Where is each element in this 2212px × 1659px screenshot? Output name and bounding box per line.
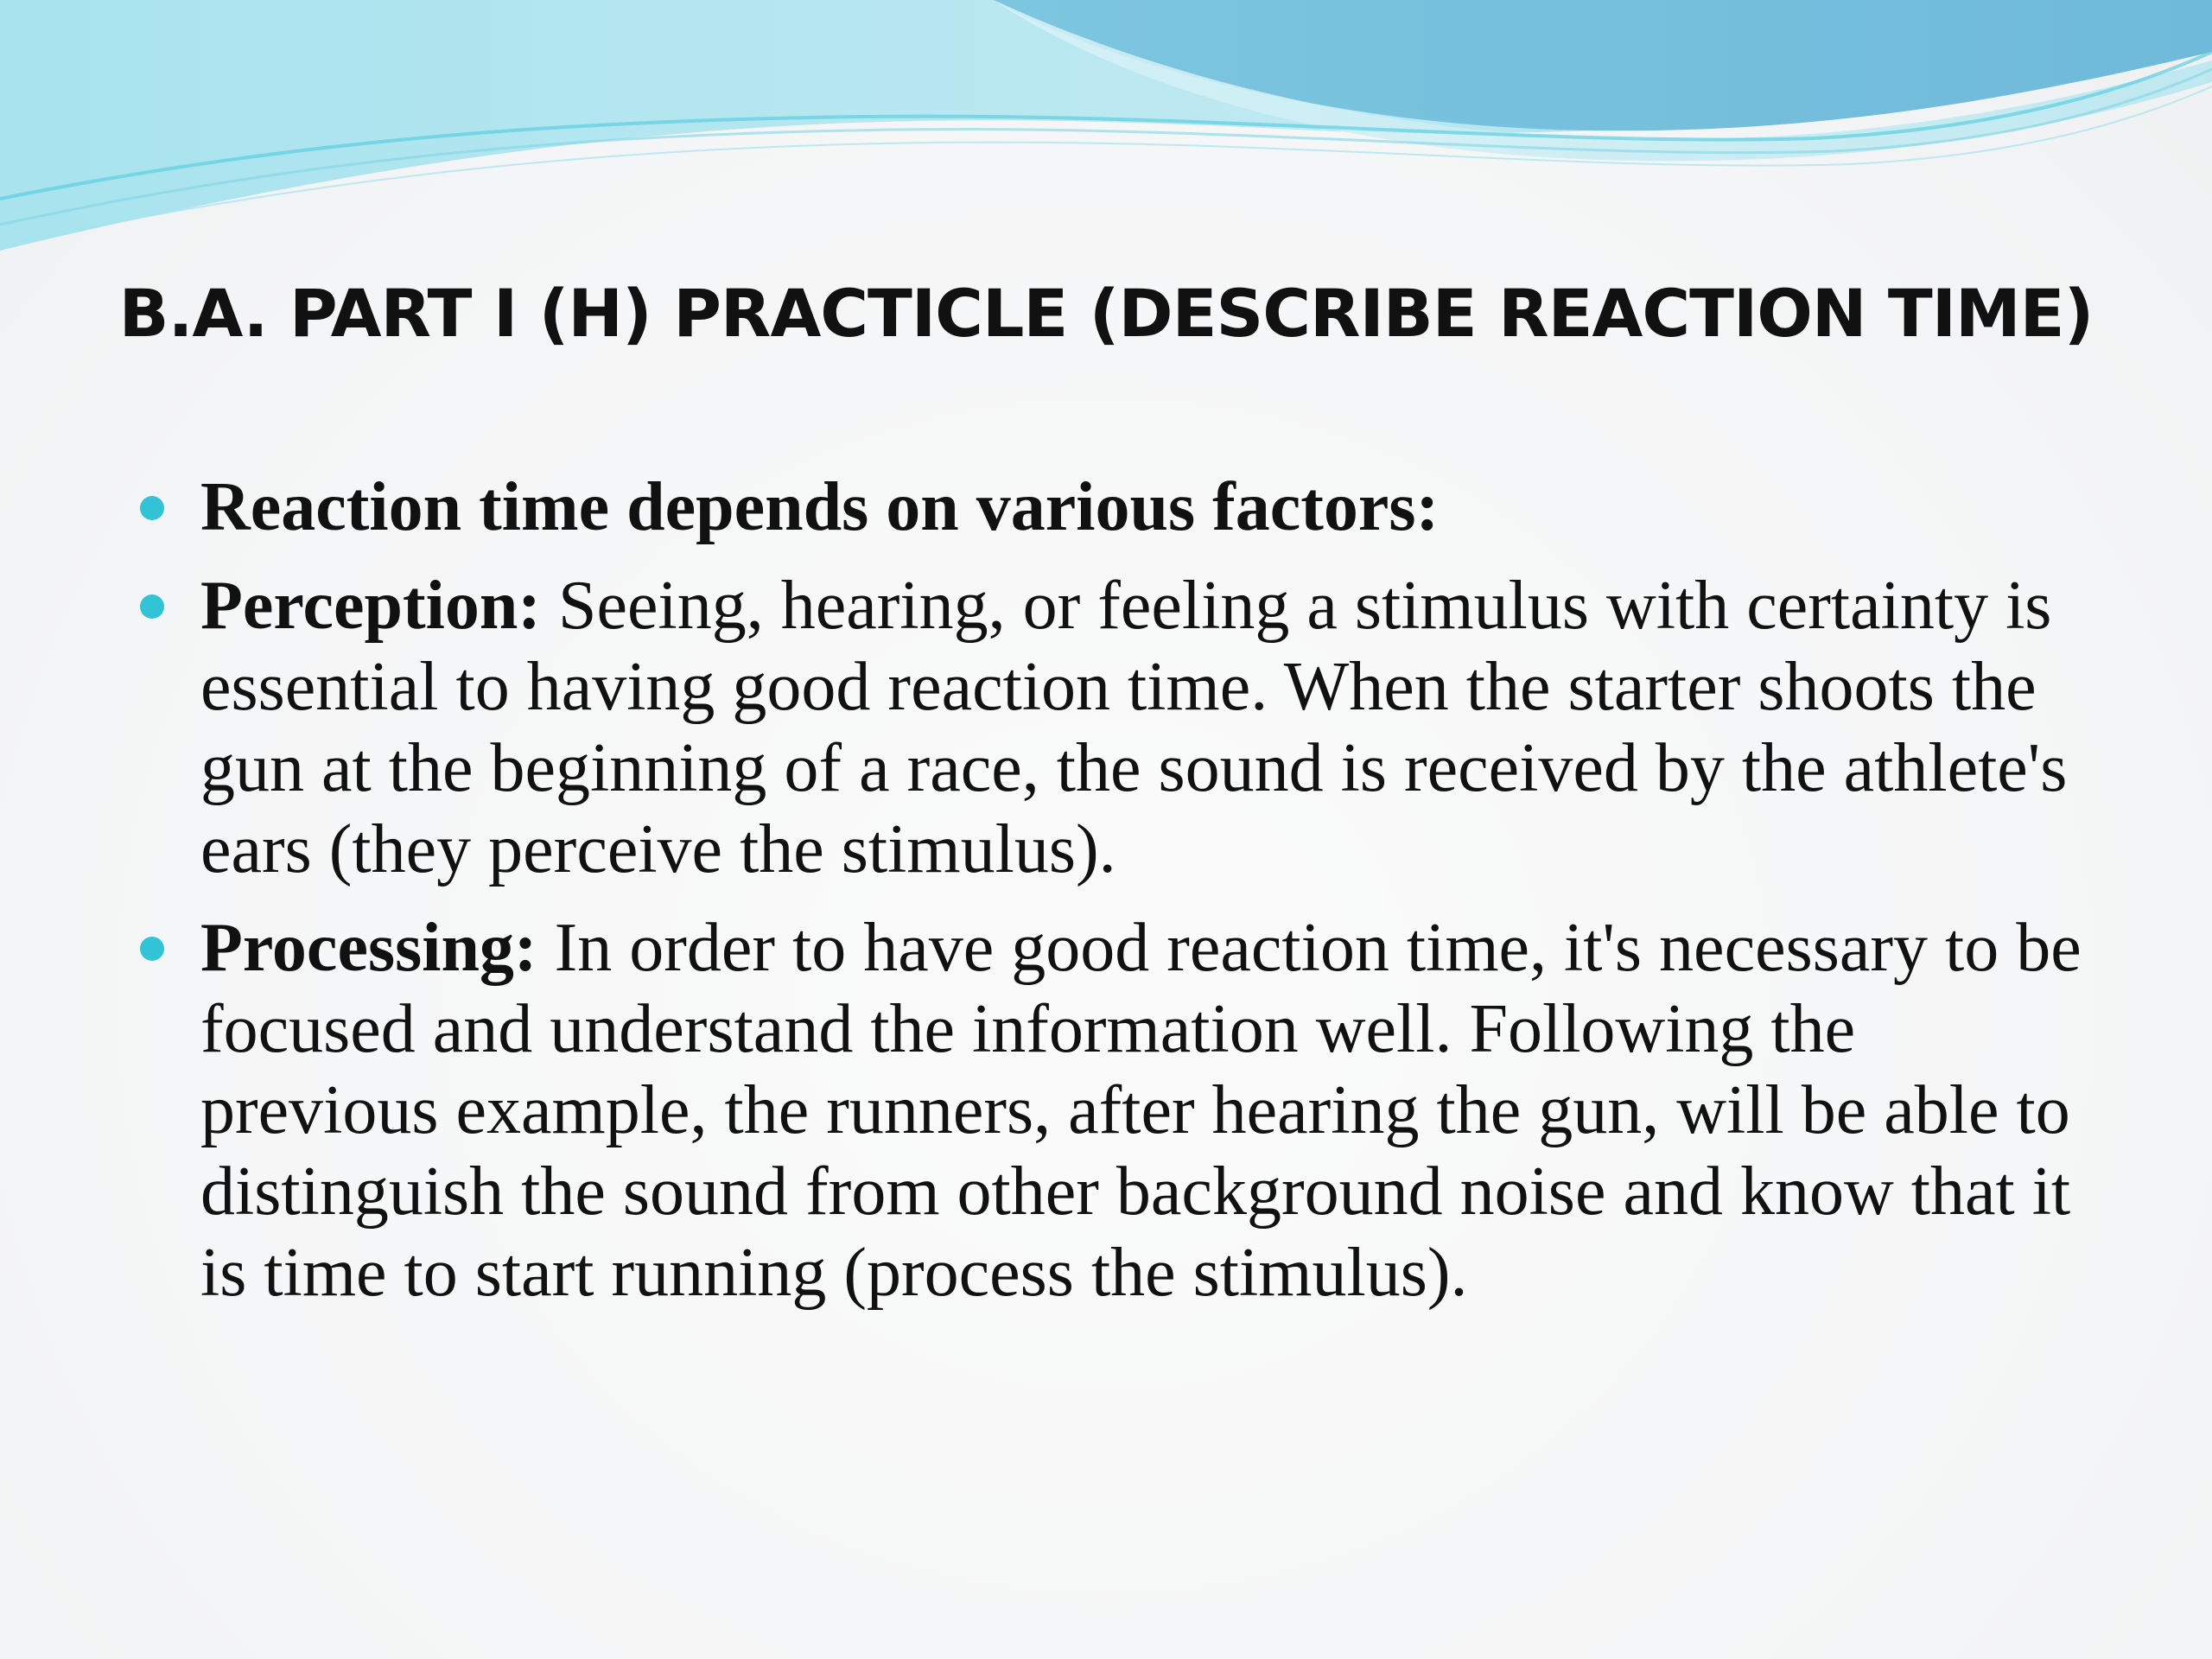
bullet-lead: Reaction time depends on various factors: bbox=[200, 469, 1440, 545]
bullet-item-processing bbox=[138, 907, 2091, 1313]
bullet-lead: Perception: bbox=[200, 568, 541, 644]
bullet-dot-icon bbox=[140, 496, 164, 520]
bullet-item-factors bbox=[138, 467, 2091, 548]
slide-title: B.A. PART I (H) PRACTICLE (DESCRIBE REACTION TIME) bbox=[118, 275, 2094, 352]
bullet-item-perception bbox=[138, 565, 2091, 890]
bullet-text: Seeing, hearing, or feeling a stimulus with certainty is essential to having good reaction time. When the starter shoots the gun at the beginning of a race, the sound is received by the athlete's ears (they perceive the stimulus). bbox=[200, 568, 2068, 887]
bullet-dot-icon bbox=[140, 937, 164, 961]
bullet-dot-icon bbox=[140, 594, 164, 619]
header-wave-decoration bbox=[0, 0, 2212, 276]
bullet-text: In order to have good reaction time, it's necessary to be focused and understand the information well. Following the previous example, the runners, after hearing the gun, will be able to distinguish the sound from other background noise and know that it is time to start running (process the stimulus). bbox=[200, 910, 2082, 1311]
bullet-list bbox=[138, 467, 2091, 1331]
bullet-lead: Processing: bbox=[200, 910, 537, 986]
